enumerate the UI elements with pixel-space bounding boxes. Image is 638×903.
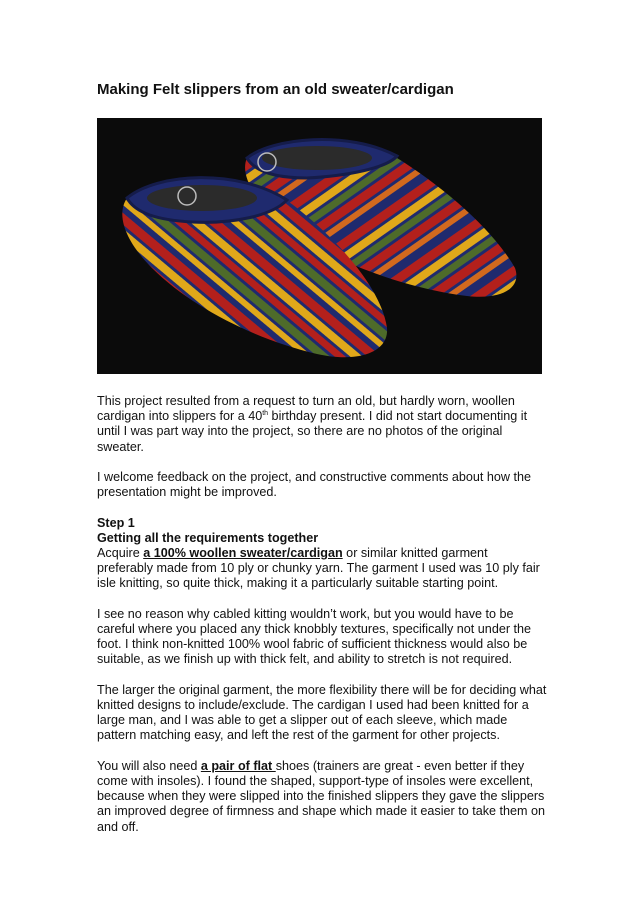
intro-text-b: birthday present. I did not start documenting it until I was part way into the project, so there are no photos of the original sweater.	[97, 409, 528, 454]
felt-slippers-photo	[97, 118, 542, 374]
intro-text-a: This project resulted from a request to turn an old, but hardly worn, woollen cardigan into slippers for a 40	[97, 394, 515, 424]
paragraph-step1	[97, 516, 547, 592]
document-title: Making Felt slippers from an old sweater/cardigan	[97, 81, 454, 98]
slippers-illustration	[97, 118, 542, 374]
paragraph-intro	[97, 394, 547, 455]
flat-shoes-link[interactable]: a pair of flat	[200, 758, 276, 773]
step-heading: Step 1	[97, 515, 135, 530]
step1-text-b: or similar knitted garment preferably made from 10 ply or chunky yarn. The garment I used was 10 ply fair isle knitting, so quite thick, making it a particularly suitable starting point.	[97, 546, 540, 591]
step1-text-a: Acquire	[97, 546, 144, 560]
ordinal-superscript: th	[262, 410, 269, 418]
shoes-text-a: You will also need	[97, 758, 201, 773]
document-body	[97, 394, 547, 850]
shoes-text-b: shoes (trainers are great - even better if they come with insoles). I found the shaped, support-type of insoles were excellent, because when they were slipped into the finished slippers they gave the slippers an improved degree of firmness and shape which made it easier to take them on and off.	[97, 758, 546, 834]
paragraph-feedback: I welcome feedback on the project, and constructive comments about how the presentation might be improved.	[97, 470, 532, 500]
sweater-link[interactable]: a 100% woollen sweater/cardigan	[143, 546, 343, 560]
paragraph-larger-garment: The larger the original garment, the more flexibility there will be for deciding what knitted designs to include/exclude. The cardigan I used had been knitted for a large man, and I was able to get a slipper out of each sleeve, which made pattern matching easy, and left the rest of the garment for other projects.	[97, 682, 547, 743]
paragraph-cabled: I see no reason why cabled kitting wouldn’t work, but you would have to be careful where you placed any thick knobbly textures, specifically not under the foot. I think non-knitted 100% wool fabric of sufficient thickness would also be suitable, as we finish up with thick felt, and ability to stretch is not required.	[97, 606, 532, 667]
paragraph-shoes	[97, 759, 547, 835]
step-subheading: Getting all the requirements together	[97, 530, 319, 545]
